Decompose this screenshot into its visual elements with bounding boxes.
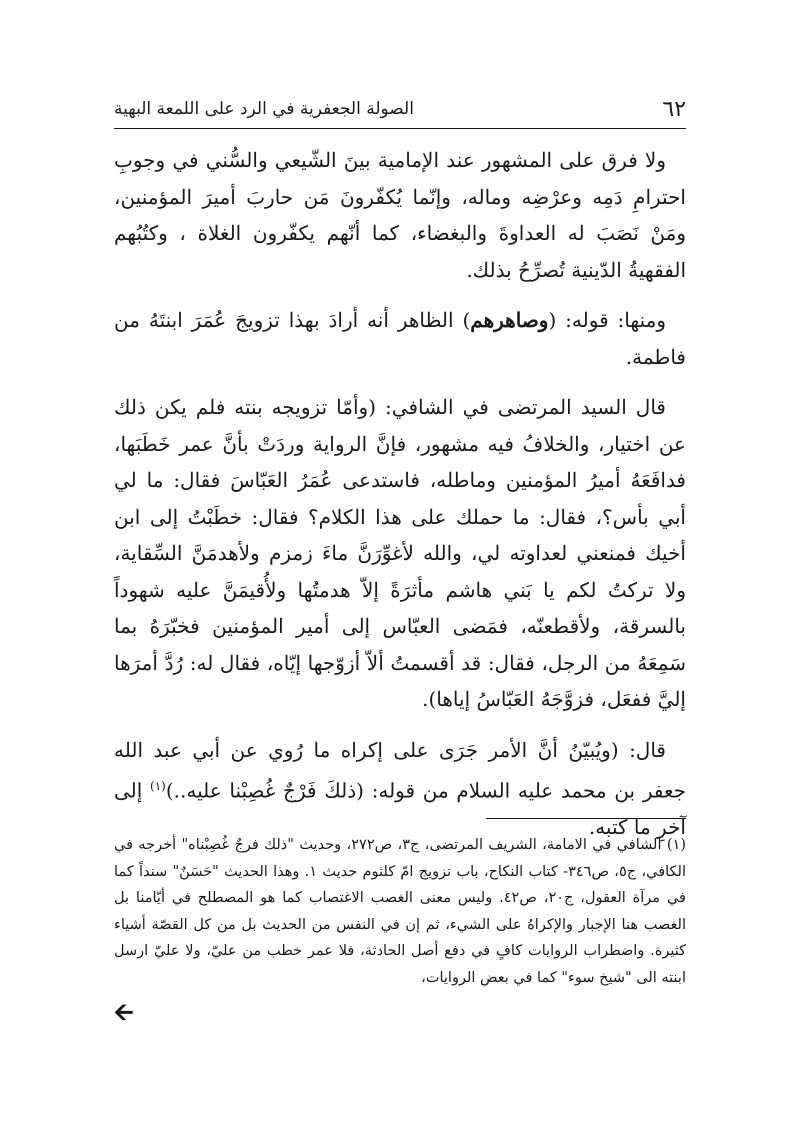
- running-title: الصولة الجعفرية في الرد على اللمعة البهية: [114, 99, 414, 119]
- paragraph-4: [114, 732, 686, 846]
- paragraph-4-end: إلى آخرِ ما كتبه.: [114, 778, 686, 840]
- arrow-left-icon: 🡨: [114, 997, 134, 1026]
- paragraph-2-start: ومنها: قوله: (: [548, 308, 666, 332]
- main-text: [114, 142, 686, 846]
- quoted-term: وصاهرهم: [470, 308, 549, 332]
- paragraph-1: ولا فرق على المشهور عند الإمامية بينَ الشّيعي والسُّني في وجوبِ احترامِ دَمِه وعرْضِه وماله، وإنّما يُكفّرونَ مَن حاربَ أميرَ المؤمنين، ومَنْ نَصَبَ له العداوةَ والبغضاء، كما أنّهم يكفّرون الغلاة ، وكتُبُهم الفقهيةُ الدّينية تُصرِّحُ بذلك.: [114, 148, 686, 282]
- paragraph-4-start: قال: (ويُبيّنُ أنَّ الأمر جَرَى على إكراه ما رُوي عن أبي عبد الله جعفر بن محمد عليه السلام من قوله: (ذلكَ فَرْجٌ غُصِبْنا عليه..): [114, 737, 686, 803]
- footnote: (١) الشافي في الامامة، الشريف المرتضى، ج٣، ص٢٧٢، وحديث "ذلك فرجٌ غُصِبْناه" أخرجه في الكافي، ج٥، ص٣٤٦- كتاب النكاح، باب تزويج امّ كلثوم حديث ١. وهذا الحديث "حَسَنٌ" سنداً كما في مرآة العقول، ج٢٠، ص٤٢. وليس معنى الغصب الاغتصاب كما هو المصطلح في أيّامنا بل الغصب هنا الإجبار والإكراهُ على الشيء، ثم إن في النفس من الحديث بل من كل القصّة أشياء كثيرة. واضطراب الروايات كافٍ في دفع أصل الحادثة، فلا عمر خطب من عليّ، ولا عليّ ارسل ابنته الى "شيخ سوء" كما في بعض الروايات،: [114, 837, 687, 986]
- paragraph-3: قال السيد المرتضى في الشافي: (وأمّا تزويجه بنته فلم يكن ذلك عن اختيار، والخلافُ فيه مشهور، فإنَّ الرواية وردَتْ بأنَّ عمر خَطَبَها، فدافَعَهُ أميرُ المؤمنين وماطله، فاستدعى عُمَرُ العَبّاسَ فقال: ما لي أبي بأس؟، فقال: ما حملك على هذا الكلام؟ فقال: خطَبْتُ إلى ابن أخيك فمنعني لعداوته لي، والله لأغوِّرَنَّ ماءَ زمزم ولأهدمَنَّ السِّقاية، ولا تركتُ لكم يا بَني هاشم مأثرَةً إلاّ هدمتُها ولأُقيمَنَّ عليه شهوداً بالسرقة، ولأقطعنّه، فمَضى العبّاس إلى أمير المؤمنين فخبّرَهُ بما سَمِعَهُ من الرجل، فقال: قد أقسمتُ ألاّ أزوّجها إيّاه، فقال له: رُدَّ أمرَها إليَّ ففعَل، فزوَّجَهُ العَبّاسُ إياها).: [114, 395, 686, 711]
- running-header: [114, 92, 686, 126]
- footnote-reference: (١): [150, 779, 166, 793]
- paragraph-2: [114, 302, 686, 375]
- page-number: ٦٢: [662, 96, 686, 122]
- footnote-divider: [486, 818, 686, 819]
- header-divider: [114, 128, 686, 129]
- paragraph-2-end: ) الظاهر أنه أرادَ بهذا تزويجَ عُمَرَ ابنتَهُ من فاطمة.: [114, 308, 686, 369]
